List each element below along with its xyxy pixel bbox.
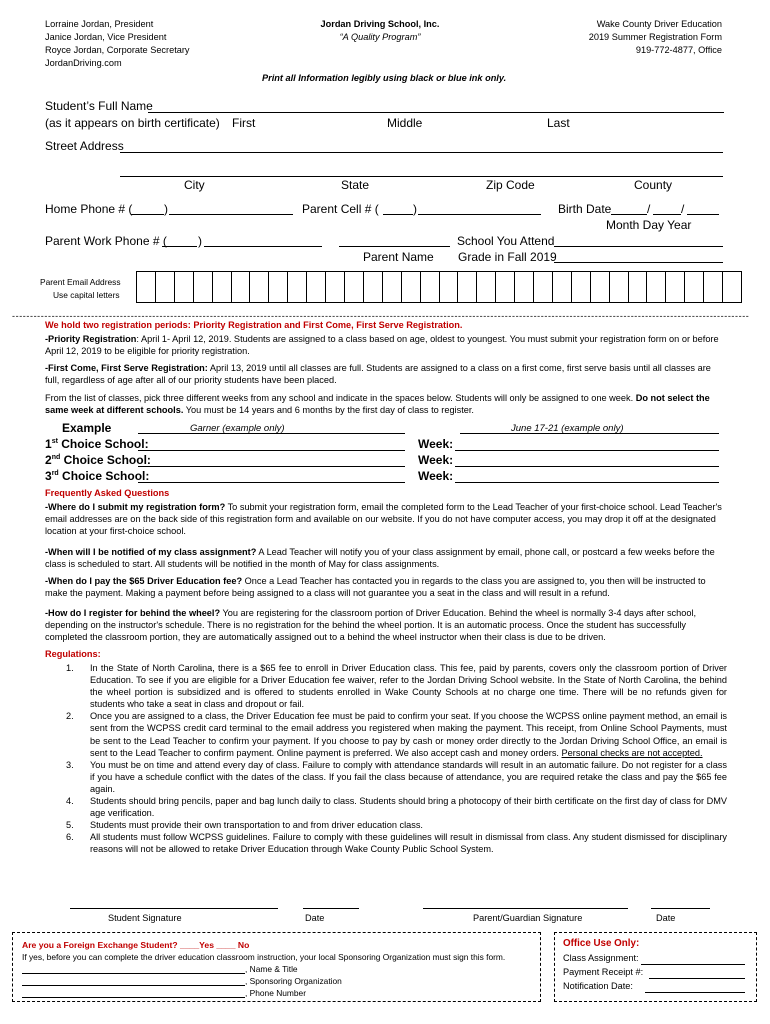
email-caps-note: Use capital letters: [53, 290, 120, 300]
fcfs-paragraph: [45, 362, 725, 386]
parent-name-line[interactable]: [339, 246, 450, 247]
choice-2-num: 2: [45, 453, 52, 467]
regulations-heading: Regulations:: [45, 649, 101, 659]
school-motto: “A Quality Program”: [339, 32, 421, 42]
regulation-text: In the State of North Carolina, there is a $65 fee to enroll in Driver Education class. This fee, paid by parents, covers only the classroom portion of Driver Education. To see if you are eligible for a Driver Education fee waiver, refer to the Jordan Driving School website. In the State of North Carolina, the behind the wheel portion is subsidized and is offered to students enrolled in Wake County Schools at no charge one time. There will be no refunds given for students who take a seat in class and dropout or fail.: [90, 663, 727, 710]
regulation-num: 1.: [66, 663, 74, 673]
choice-3-week-label: Week:: [418, 469, 454, 483]
choice-1-num: 1: [45, 437, 52, 451]
fcfs-label: -First Come, First Serve Registration:: [45, 363, 208, 373]
notification-date-label: Notification Date:: [563, 981, 633, 991]
parent-email-boxes[interactable]: [136, 271, 742, 303]
birth-slash-1: /: [647, 202, 651, 216]
foreign-exchange-question: Are you a Foreign Exchange Student? ____Yes ____ No: [22, 940, 250, 950]
choice-3-text: Choice School:: [58, 469, 150, 483]
work-phone-paren: ): [198, 234, 202, 248]
faq-1: [45, 501, 725, 537]
regulation-num: 3.: [66, 759, 74, 770]
zip-label: Zip Code: [486, 178, 535, 192]
choose-bold: Do not select the same week at different schools.: [45, 393, 710, 416]
city-label: City: [184, 178, 205, 192]
school-name: Jordan Driving School, Inc.: [320, 19, 440, 29]
choice-1-text: Choice School:: [57, 437, 149, 451]
faq-heading: Frequently Asked Questions: [45, 488, 170, 498]
street-address-line[interactable]: [120, 152, 723, 153]
home-phone-area-line[interactable]: [131, 214, 164, 215]
parent-cell-label: Parent Cell # (: [302, 202, 379, 216]
header-left-line-4: JordanDriving.com: [45, 58, 122, 68]
faq-1-answer: To submit your registration form, email the completed form to the Lead Teacher of your first-choice school. Lead Teacher's email addresses are on the back side of this registration form and available on our website. If you do not have computer access, you may drop it off at the designated location at your first-choice school.: [45, 502, 722, 537]
header-left-line-3: Royce Jordan, Corporate Secretary: [45, 45, 190, 55]
regulation-item: [45, 662, 727, 710]
birth-day-line[interactable]: [653, 214, 681, 215]
regulation-num: 6.: [66, 832, 74, 843]
dashed-separator: -------------------------------------------------------------------------------------------------------------------------------------------------------------------------------------------------------------: [12, 311, 750, 321]
sponsor-name-label: , Name & Title: [245, 964, 298, 974]
sponsor-phone-line[interactable]: [22, 997, 245, 998]
choose-tail: You must be 14 years and 6 months by the first day of class to register.: [183, 405, 474, 416]
foreign-exchange-text: If yes, before you can complete the driver education classroom instruction, your local Sponsoring Organization must sign this form.: [22, 952, 506, 962]
header-left-line-1: Lorraine Jordan, President: [45, 19, 154, 29]
parent-signature-label: Parent/Guardian Signature: [473, 913, 583, 923]
priority-paragraph: [45, 333, 725, 357]
faq-3-answer: Once a Lead Teacher has contacted you in regards to the class you are assigned to, you then will be instructed to make the payment. Making a payment before being assigned to a class will not guarantee you a seat in the class and will result in a refund.: [45, 576, 706, 599]
regulation-item: [45, 795, 727, 819]
faq-1-question: -Where do I submit my registration form?: [45, 502, 226, 512]
ink-instruction: Print all Information legibly using black or blue ink only.: [262, 73, 507, 83]
example-school: Garner (example only): [190, 423, 285, 434]
choice-2-week-line[interactable]: [455, 466, 719, 467]
faq-2-question: -When will I be notified of my class assignment?: [45, 547, 257, 557]
choose-text: From the list of classes, pick three different weeks from any school and indicate in the spaces below. Students will only be assigned to one week.: [45, 393, 636, 403]
choice-1-school-line[interactable]: [138, 450, 405, 451]
student-signature-line[interactable]: [70, 908, 278, 909]
state-label: State: [341, 178, 370, 192]
sponsor-org-label: , Sponsoring Organization: [245, 976, 342, 986]
example-label: Example: [62, 421, 112, 435]
month-day-year-label: Month Day Year: [606, 218, 692, 232]
parent-date-line[interactable]: [651, 908, 710, 909]
regulation-item: [45, 759, 727, 795]
sponsor-name-line[interactable]: [22, 973, 245, 974]
parent-date-label: Date: [656, 913, 676, 923]
choose-paragraph: [45, 392, 727, 416]
regulation-text: Students must provide their own transportation to and from driver education class.: [90, 820, 423, 831]
last-name-label: Last: [547, 116, 570, 130]
home-phone-label: Home Phone # (: [45, 202, 133, 216]
student-signature-label: Student Signature: [108, 913, 182, 923]
regulation-text: Students should bring pencils, paper and bag lunch daily to class. Students should bring a photocopy of their birth certificate on the first day of class for DMV age verification.: [90, 796, 727, 819]
regulation-text: Once you are assigned to a class, the Driver Education fee must be paid to confirm your seat. If you choose the WCPSS online payment method, an email is sent from the WCPSS credit card terminal to the email address you registered when making the payment. This receipt, from Online School Payments, must be sent to the Lead Teacher to confirm your payment. If you choose to pay by cash or money order directly to the Jordan Driving School Office, an email is sent to the Lead Teacher to confirm payment. Online payment is preferred. We also accept cash and money orders.: [90, 711, 727, 758]
choice-3-week-line[interactable]: [455, 482, 719, 483]
office-use-heading: Office Use Only:: [563, 938, 640, 949]
header-right-line-2: 2019 Summer Registration Form: [588, 32, 722, 42]
address-line-2[interactable]: [120, 176, 723, 177]
birth-cert-note: (as it appears on birth certificate): [45, 116, 220, 130]
header-right-line-3: 919-772-4877, Office: [635, 45, 722, 55]
parent-cell-line[interactable]: [418, 214, 541, 215]
work-phone-label: Parent Work Phone # (: [45, 234, 167, 248]
email-label: Parent Email Address: [40, 277, 121, 287]
regulation-num: 5.: [66, 820, 74, 831]
choice-3-num: 3: [45, 469, 52, 483]
student-date-line[interactable]: [303, 908, 359, 909]
middle-name-label: Middle: [387, 116, 423, 130]
payment-receipt-line[interactable]: [649, 978, 745, 979]
home-phone-line[interactable]: [169, 214, 293, 215]
regulation-item: [45, 831, 727, 855]
fcfs-text: April 13, 2019 until all classes are full. Students are assigned to a class on a first come, first serve basis until all classes are full, regardless of age after all of our priority students have been placed.: [45, 363, 711, 386]
school-attend-line[interactable]: [554, 246, 723, 247]
student-date-label: Date: [305, 913, 325, 923]
parent-name-label: Parent Name: [363, 250, 434, 264]
regulation-num: 4.: [66, 796, 74, 807]
priority-label: -Priority Registration: [45, 334, 137, 344]
regulation-text: You must be on time and attend every day of class. Failure to comply with attendance standards will result in an automatic failure. Do not register for a class if you have a schedule conflict with the dates of the class. If you fail the class because of attendance, you are required retake the class and pay the $65 fee again.: [90, 759, 727, 794]
regulation-text: All students must follow WCPSS guidelines. Failure to comply with these guidelines will result in dismissal from class. Any student dismissed for disciplinary reasons will not be allowed to retake Driver Education through Wake County Public School System.: [90, 832, 727, 855]
priority-text: : April 1- April 12, 2019. Students are assigned to a class based on age, oldest to youngest. You must submit your registration form on or before April 12, 2019 to be eligible for priority registration.: [45, 334, 719, 357]
choice-3-sup: rd: [51, 470, 59, 477]
choice-1-week-line[interactable]: [455, 450, 719, 451]
choice-3-label: [45, 469, 149, 483]
choice-2-week-label: Week:: [418, 453, 454, 467]
regulation-num: 2.: [66, 711, 74, 722]
regulation-item: [45, 710, 727, 758]
home-phone-paren: ): [164, 202, 168, 216]
sponsor-org-line[interactable]: [22, 985, 245, 986]
grade-label: Grade in Fall 2019: [458, 250, 557, 264]
choice-1-sup: st: [51, 438, 58, 445]
choice-2-label: [45, 453, 151, 467]
sponsor-phone-label: , Phone Number: [245, 988, 306, 998]
work-phone-line[interactable]: [204, 246, 322, 247]
birth-month-line[interactable]: [611, 214, 647, 215]
registration-heading: We hold two registration periods: Priority Registration and First Come, First Serve Registration.: [45, 320, 463, 330]
county-label: County: [634, 178, 673, 192]
choice-1-week-label: Week:: [418, 437, 454, 451]
regulation-item: [45, 819, 727, 831]
payment-receipt-label: Payment Receipt #:: [563, 967, 644, 977]
work-phone-area-line[interactable]: [162, 246, 197, 247]
example-school-line: [138, 433, 405, 434]
faq-3: [45, 575, 725, 599]
parent-cell-paren: ): [413, 202, 417, 216]
example-week: June 17-21 (example only): [511, 423, 624, 434]
birth-slash-2: /: [681, 202, 685, 216]
school-attend-label: School You Attend: [457, 234, 555, 248]
choice-1-label: [45, 437, 149, 451]
choice-2-sup: nd: [51, 454, 61, 461]
first-name-label: First: [232, 116, 256, 130]
faq-4-answer: You are registering for the classroom portion of Driver Education. Behind the wheel is normally 3-4 days after school, depending on the instructor's schedule. There is no registration for the behind the wheel portion. It is an automatic process. Once the student has successfully completed the classroom portion, they are automatically assigned out to a behind the wheel instructor when their class is due to be driven.: [45, 608, 697, 643]
class-assignment-line[interactable]: [641, 964, 745, 965]
street-address-label: Street Address: [45, 139, 124, 153]
regulation-underline: Personal checks are not accepted.: [561, 747, 703, 758]
faq-3-question: -When do I pay the $65 Driver Education fee?: [45, 576, 243, 586]
student-name-label: Student’s Full Name: [45, 99, 153, 113]
faq-4: [45, 607, 725, 643]
class-assignment-label: Class Assignment:: [563, 953, 639, 963]
parent-signature-line[interactable]: [423, 908, 628, 909]
regulations-list: [45, 662, 727, 856]
grade-line[interactable]: [554, 262, 723, 263]
notification-date-line[interactable]: [645, 992, 745, 993]
student-name-line[interactable]: [148, 112, 724, 113]
choice-3-school-line[interactable]: [138, 482, 405, 483]
birth-year-line[interactable]: [687, 214, 719, 215]
header-left-line-2: Janice Jordan, Vice President: [45, 32, 167, 42]
faq-2: [45, 546, 725, 570]
faq-4-question: -How do I register for behind the wheel?: [45, 608, 221, 618]
example-week-line: [460, 433, 719, 434]
choice-2-text: Choice School:: [60, 453, 151, 467]
header-right-line-1: Wake County Driver Education: [596, 19, 722, 29]
choice-2-school-line[interactable]: [138, 466, 405, 467]
birth-date-label: Birth Date: [558, 202, 612, 216]
parent-cell-area-line[interactable]: [383, 214, 413, 215]
faq-2-answer: A Lead Teacher will notify you of your class assignment by email, phone call, or postcard a few weeks before the class is scheduled to start. All students will be notified in the month of May for class assignments.: [45, 547, 715, 570]
